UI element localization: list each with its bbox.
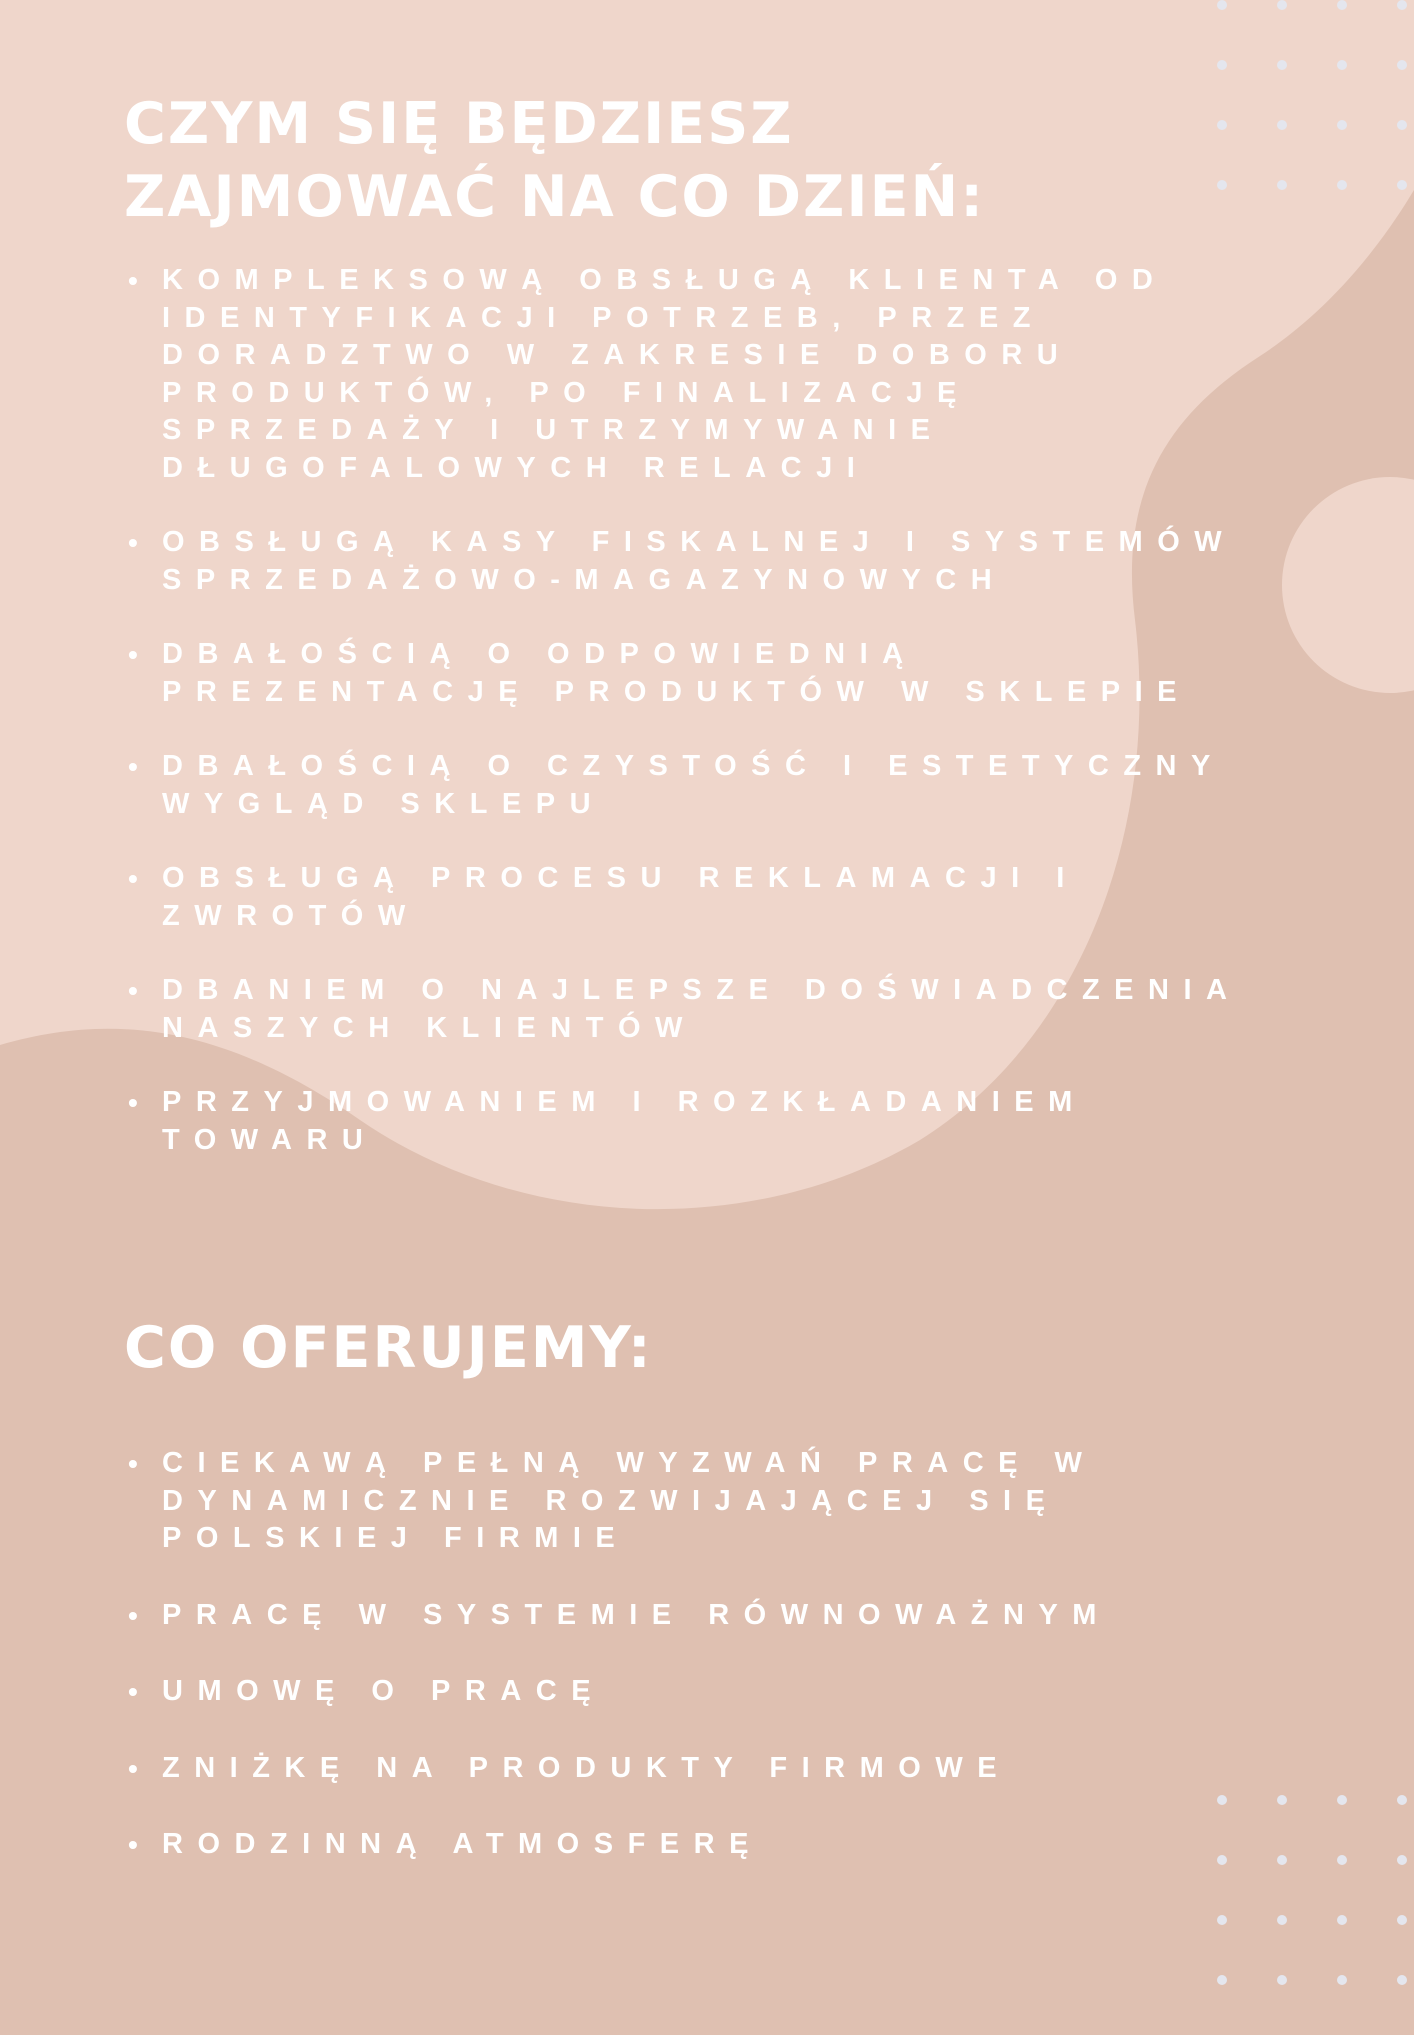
list-item: • DBAŁOŚCIĄ O CZYSTOŚĆ I ESTETYCZNY WYGLĄD SKLEPU <box>124 748 1284 823</box>
list-item: • RODZINNĄ ATMOSFERĘ <box>124 1826 1284 1864</box>
list-item: • UMOWĘ O PRACĘ <box>124 1673 1284 1711</box>
offer-list <box>124 1445 1284 1903</box>
list-item: • DBANIEM O NAJLEPSZE DOŚWIADCZENIA NASZYCH KLIENTÓW <box>124 972 1284 1047</box>
list-item: • ZNIŻKĘ NA PRODUKTY FIRMOWE <box>124 1750 1284 1788</box>
list-item: • PRZYJMOWANIEM I ROZKŁADANIEM TOWARU <box>124 1084 1284 1159</box>
offer-heading: CO OFERUJEMY: <box>124 1315 653 1381</box>
list-item: • KOMPLEKSOWĄ OBSŁUGĄ KLIENTA OD IDENTYFIKACJI POTRZEB, PRZEZ DORADZTWO W ZAKRESIE DOBORU PRODUKTÓW, PO FINALIZACJĘ SPRZEDAŻY I UTRZYMYWANIE DŁUGOFALOWYCH RELACJI <box>124 262 1284 487</box>
duties-list <box>124 262 1284 1196</box>
list-item: • PRACĘ W SYSTEMIE RÓWNOWAŻNYM <box>124 1597 1284 1635</box>
duties-heading: CZYM SIĘ BĘDZIESZ ZAJMOWAĆ NA CO DZIEŃ: <box>124 91 986 230</box>
list-item: • OBSŁUGĄ PROCESU REKLAMACJI I ZWROTÓW <box>124 860 1284 935</box>
list-item: • OBSŁUGĄ KASY FISKALNEJ I SYSTEMÓW SPRZEDAŻOWO-MAGAZYNOWYCH <box>124 524 1284 599</box>
list-item: • DBAŁOŚCIĄ O ODPOWIEDNIĄ PREZENTACJĘ PRODUKTÓW W SKLEPIE <box>124 636 1284 711</box>
list-item: • CIEKAWĄ PEŁNĄ WYZWAŃ PRACĘ W DYNAMICZNIE ROZWIJAJĄCEJ SIĘ POLSKIEJ FIRMIE <box>124 1445 1284 1558</box>
